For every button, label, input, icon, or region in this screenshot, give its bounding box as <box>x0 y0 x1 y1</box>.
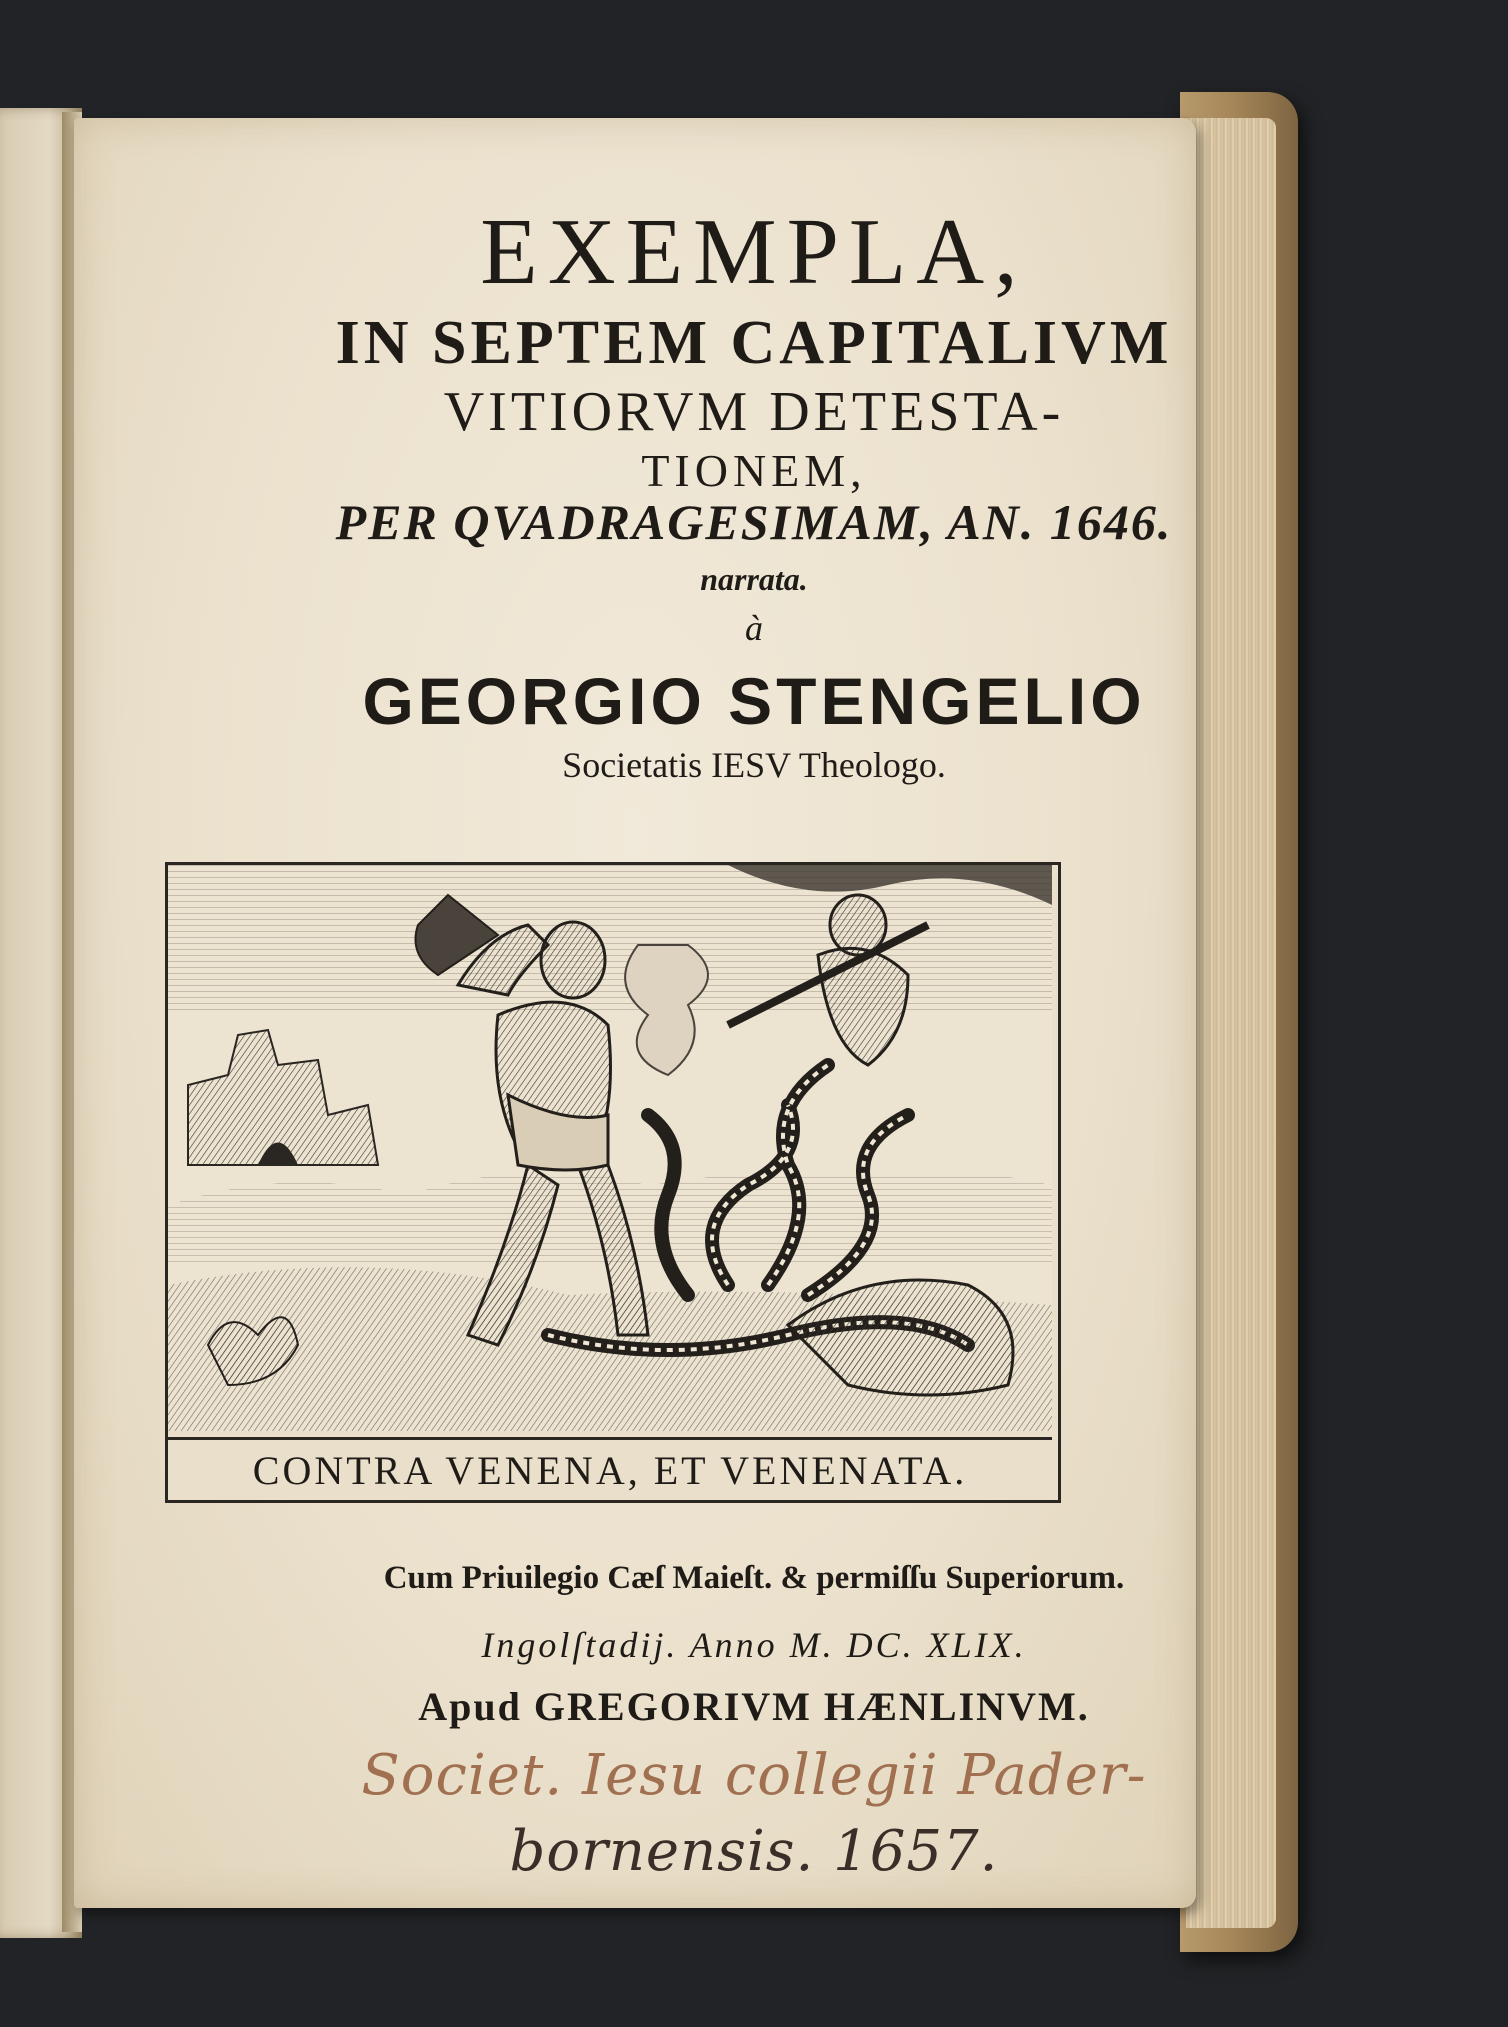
author-name: GEORGIO STENGELIO <box>362 664 1146 738</box>
ownership-inscription-line-2: bornensis. 1657. <box>509 1819 999 1884</box>
printer-line: Apud GREGORIVM HÆNLINVM. <box>418 1684 1090 1729</box>
hercules-hydra-engraving <box>168 865 1052 1431</box>
narrata-line: narrata. <box>700 561 808 597</box>
author-role: Societatis IESV Theologo. <box>562 745 946 785</box>
author-prefix: à <box>745 608 763 648</box>
engraving-plate <box>165 862 1061 1503</box>
ownership-inscription-line-1: Societ. Iesu collegii Pader- <box>361 1743 1147 1808</box>
subtitle-line-1: IN SEPTEM CAPITALIVM <box>335 309 1173 377</box>
place-date-line: Ingolſtadij. Anno M. DC. XLIX. <box>481 1625 1027 1665</box>
main-title: EXEMPLA, <box>480 200 1028 304</box>
subtitle-line-3: TIONEM, <box>641 445 867 496</box>
subtitle-line-4: PER QVADRAGESIMAM, AN. 1646. <box>335 494 1173 550</box>
engraving-motto: CONTRA VENENA, ET VENENATA. <box>168 1437 1052 1500</box>
subtitle-line-2: VITIORVM DETESTA- <box>443 381 1065 443</box>
privilege-line: Cum Priuilegio Cæſ Maieſt. & permiſſu Superiorum. <box>383 1560 1125 1596</box>
